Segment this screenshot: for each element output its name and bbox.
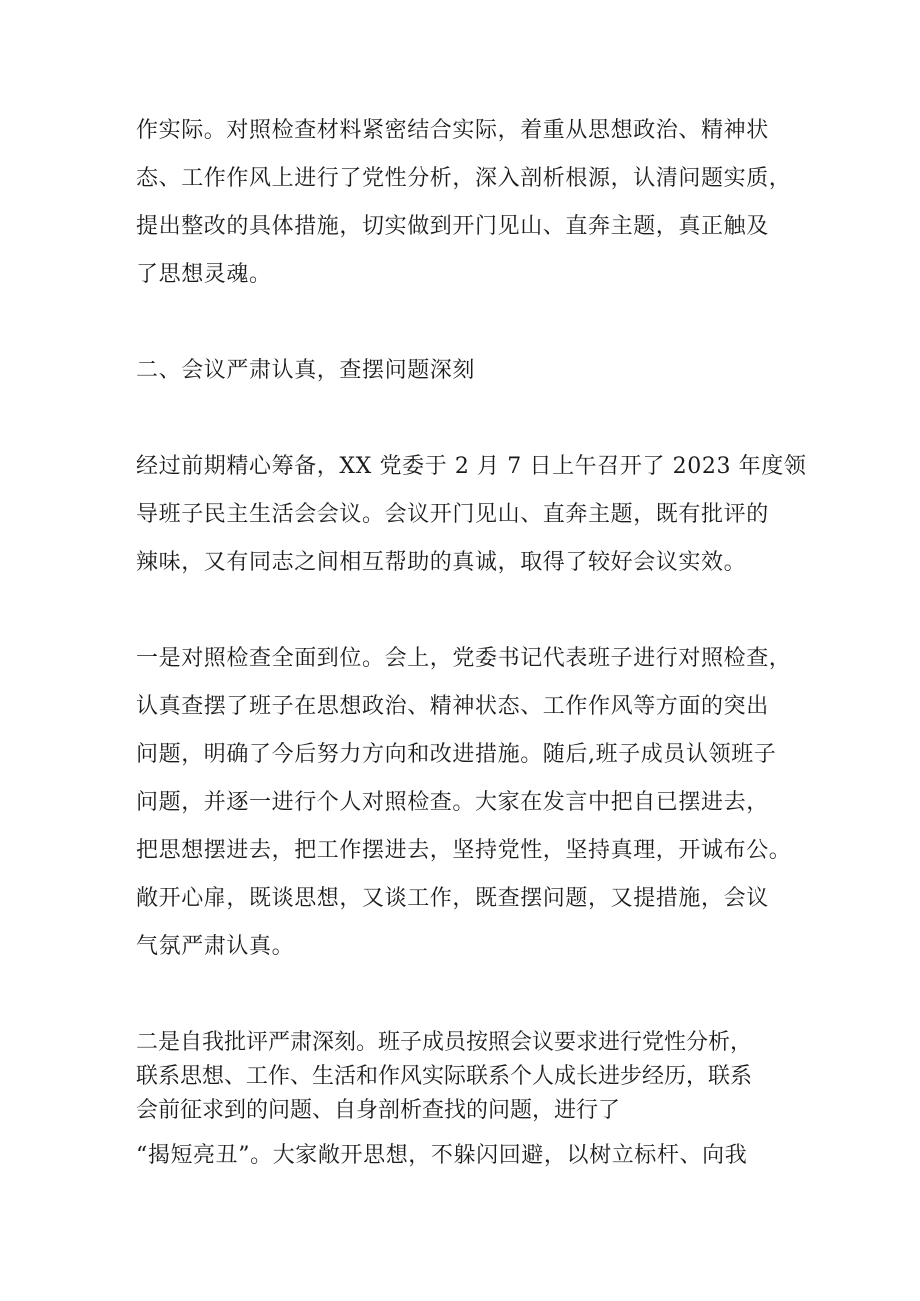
text-line: 问题，并逐一进行个人对照检查。大家在发言中把自已摆进去， <box>136 790 769 815</box>
text-line: 一是对照检查全面到位。会上，党委书记代表班子进行对照检查， <box>136 646 792 671</box>
text-line: 敞开心扉，既谈思想，又谈工作，既查摆问题，又提措施，会议 <box>136 886 769 911</box>
text-line: “揭短亮丑”。大家敞开思想，不躲闪回避，以树立标杆、向我 <box>136 1143 748 1168</box>
text-line: 联系思想、工作、生活和作风实际联系个人成长进步经历，联系 <box>136 1064 753 1089</box>
text-line: 二是自我批评严肃深刻。班子成员按照会议要求进行党性分析， <box>136 1030 753 1055</box>
text-line: 气氛严肃认真。 <box>136 934 295 959</box>
text-line: 经过前期精心筹备，XX 党委于 2 月 7 日上午召开了 2023 年度领 <box>136 454 807 479</box>
text-line: 问题，明确了今后努力方向和改进措施。随后,班子成员认领班子 <box>136 742 777 767</box>
text-line: 作实际。对照检查材料紧密结合实际，着重从思想政治、精神状 <box>136 118 769 143</box>
text-line: 辣味，又有同志之间相互帮助的真诚，取得了较好会议实效。 <box>136 550 747 575</box>
text-line: 把思想摆进去，把工作摆进去，坚持党性，坚持真理，开诚布公。 <box>136 838 792 863</box>
text-line: 导班子民主生活会会议。会议开门见山、直奔主题，既有批评的 <box>136 502 769 527</box>
text-line: 了思想灵魂。 <box>136 262 272 287</box>
text-line: 提出整改的具体措施，切实做到开门见山、直奔主题，真正触及 <box>136 214 769 239</box>
text-line: 态、工作作风上进行了党性分析，深入剖析根源，认清问题实质， <box>136 166 792 191</box>
text-line: 认真查摆了班子在思想政治、精神状态、工作作风等方面的突出 <box>136 694 769 719</box>
section-heading: 二、会议严肃认真，查摆问题深刻 <box>136 358 476 383</box>
text-line: 会前征求到的问题、自身剖析查找的问题，进行了 <box>136 1098 621 1123</box>
